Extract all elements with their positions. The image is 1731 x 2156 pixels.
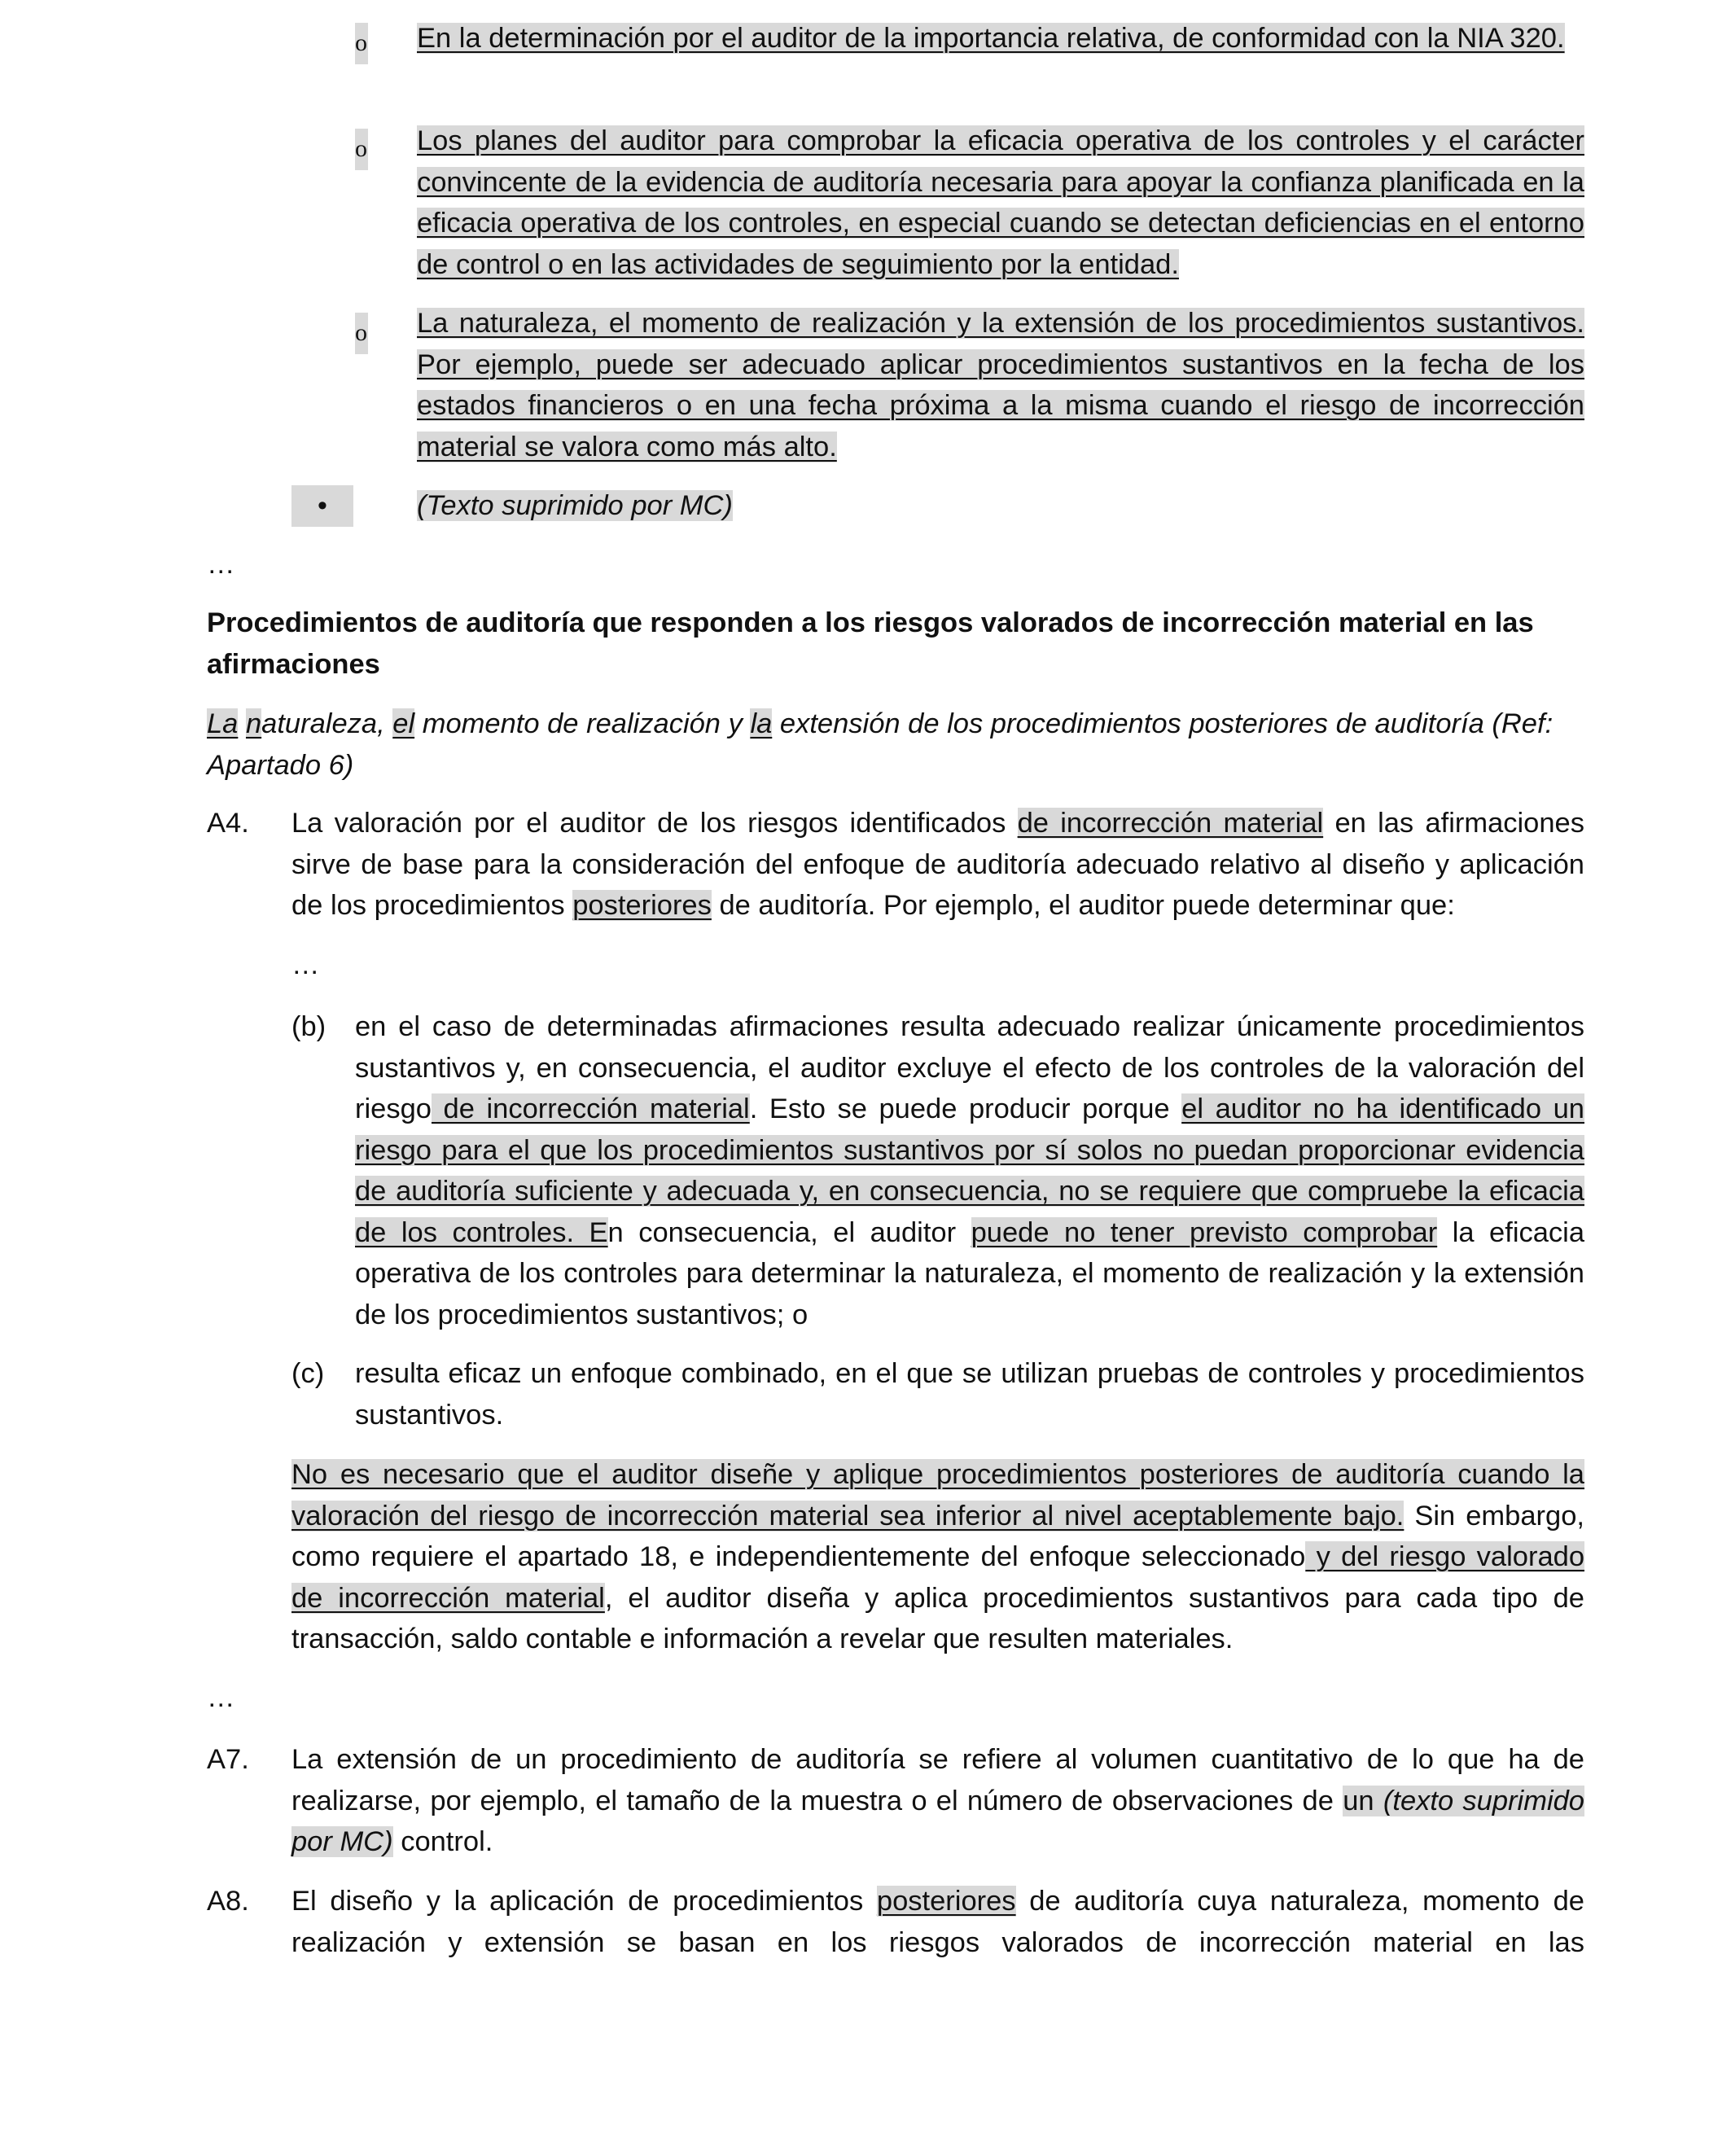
bullet-text: (Texto suprimido por MC): [417, 490, 733, 521]
a4-text: de auditoría. Por ejemplo, el auditor puede determinar que:: [719, 890, 1455, 921]
a4-text: en las afirmaciones sirve de base para la consideración del enfoque de auditoría adecuado relativo al diseño y aplicación de los procedimientos: [291, 808, 1584, 921]
sub-item-naturaleza-sustantivos: [417, 303, 1584, 467]
list-label: (b): [291, 1011, 326, 1042]
a7-highlight: (texto suprimido por MC): [291, 1785, 1584, 1857]
sub-item-text: Los planes del auditor para comprobar la eficacia operativa de los controles y el carácter convincente de la evidencia de auditoría necesaria para apoyar la confianza planificada en la eficacia operativa de los controles, en especial cuando se detectan deficiencias en el entorno de control o en las actividades de seguimiento por la entidad.: [417, 125, 1584, 280]
a4b-highlight: el auditor no ha identificado un riesgo para el que los procedimientos sustantivos por sí solos no puedan proporcionar evidencia de auditoría suficiente y adecuada y, en consecuencia, no se requiere que compruebe la eficacia de los controles. E: [355, 1093, 1584, 1248]
section-subheading: [207, 703, 1584, 786]
a7-text: La extensión de un procedimiento de auditoría se refiere al volumen cuantitativo de lo que ha de realizarse, por ejemplo, el tamaño de la muestra o el número de observaciones de: [291, 1744, 1584, 1816]
sub-item-text: La naturaleza, el momento de realización y la extensión de los procedimientos sustantivos. Por ejemplo, puede ser adecuado aplicar procedimientos sustantivos en la fecha de los estados financieros o en una fecha próxima a la misma cuando el riesgo de incorrección material se valora como más alto.: [417, 308, 1584, 462]
a4-text: La valoración por el auditor de los riesgos identificados: [291, 808, 1006, 839]
paragraph-a4: [291, 803, 1584, 927]
a4-note-paragraph: [291, 1454, 1584, 1660]
a4b-highlight: de incorrección material: [431, 1093, 750, 1124]
sub-item-marker: o: [355, 23, 368, 64]
subheading-text: aturaleza,: [261, 708, 385, 739]
bullet-marker: •: [291, 485, 353, 527]
a8-text: de auditoría cuya naturaleza, momento de realización y extensión se basan en los riesgos valorados de incorrección material en las: [291, 1886, 1584, 1958]
subheading-text: momento de realización y: [422, 708, 743, 739]
a4-item-c: resulta eficaz un enfoque combinado, en el que se utilizan pruebas de controles y procedimientos sustantivos.: [355, 1358, 1584, 1431]
paragraph-a8: [291, 1881, 1584, 1963]
a4-note-text: , el auditor diseña y aplica procedimientos sustantivos para cada tipo de transacción, saldo contable e información a revelar que resulten materiales.: [291, 1582, 1584, 1654]
sub-item-marker: o: [355, 129, 368, 170]
subheading-highlight: la: [750, 708, 773, 739]
sub-item-text: En la determinación por el auditor de la importancia relativa, de conformidad con la NIA 320.: [417, 23, 1565, 54]
subheading-text: extensión de los procedimientos posteriores de auditoría (Ref: Apartado 6): [207, 708, 1554, 781]
bullet-item: [417, 485, 733, 527]
a4b-highlight: puede no tener previsto comprobar: [971, 1216, 1438, 1248]
sub-item-marker: o: [355, 313, 368, 354]
a4b-text: n consecuencia, el auditor: [607, 1216, 957, 1248]
paragraph-label: A4.: [207, 808, 249, 839]
a4-note-highlight: No es necesario que el auditor diseñe y aplique procedimientos posteriores de auditoría cuando la valoración del riesgo de incorrección material sea inferior al nivel aceptablemente bajo.: [291, 1459, 1584, 1532]
a4b-text: en el caso de determinadas afirmaciones resulta adecuado realizar únicamente procedimientos sustantivos y, en consecuencia, el auditor excluye el efecto de los controles de la valoración del riesgo: [355, 1011, 1584, 1124]
a4-highlight: posteriores: [572, 890, 712, 921]
a8-text: El diseño y la aplicación de procedimientos: [291, 1886, 864, 1917]
sub-item-importancia-relativa: [417, 18, 1584, 59]
paragraph-label: A8.: [207, 1886, 249, 1917]
a4-note-highlight: y del riesgo valorado de incorrección material: [291, 1541, 1585, 1614]
a4-note-text: Sin embargo, como requiere el apartado 18, e independientemente del enfoque seleccionado: [291, 1500, 1584, 1572]
a8-highlight: posteriores: [876, 1886, 1016, 1917]
ellipsis: …: [291, 949, 320, 980]
a4-item-b: [355, 1006, 1584, 1335]
a7-text: control.: [401, 1826, 493, 1857]
a4b-text: . Esto se puede producir porque: [749, 1093, 1170, 1124]
sub-item-planes-auditor: [417, 121, 1584, 285]
section-heading: Procedimientos de auditoría que responden a los riesgos valorados de incorrección material en las afirmaciones: [207, 607, 1534, 680]
a4b-text: la eficacia operativa de los controles para determinar la naturaleza, el momento de realización y la extensión de los procedimientos sustantivos; o: [355, 1216, 1585, 1330]
paragraph-a7: [291, 1739, 1584, 1863]
subheading-highlight: el: [392, 708, 415, 739]
subheading-highlight: La: [207, 708, 239, 739]
ellipsis: …: [207, 549, 235, 580]
a7-highlight: un: [1343, 1785, 1374, 1816]
a4-highlight: de incorrección material: [1017, 808, 1324, 839]
subheading-highlight: n: [245, 708, 262, 739]
ellipsis: …: [207, 1682, 235, 1713]
paragraph-label: A7.: [207, 1744, 249, 1775]
list-label: (c): [291, 1358, 325, 1389]
